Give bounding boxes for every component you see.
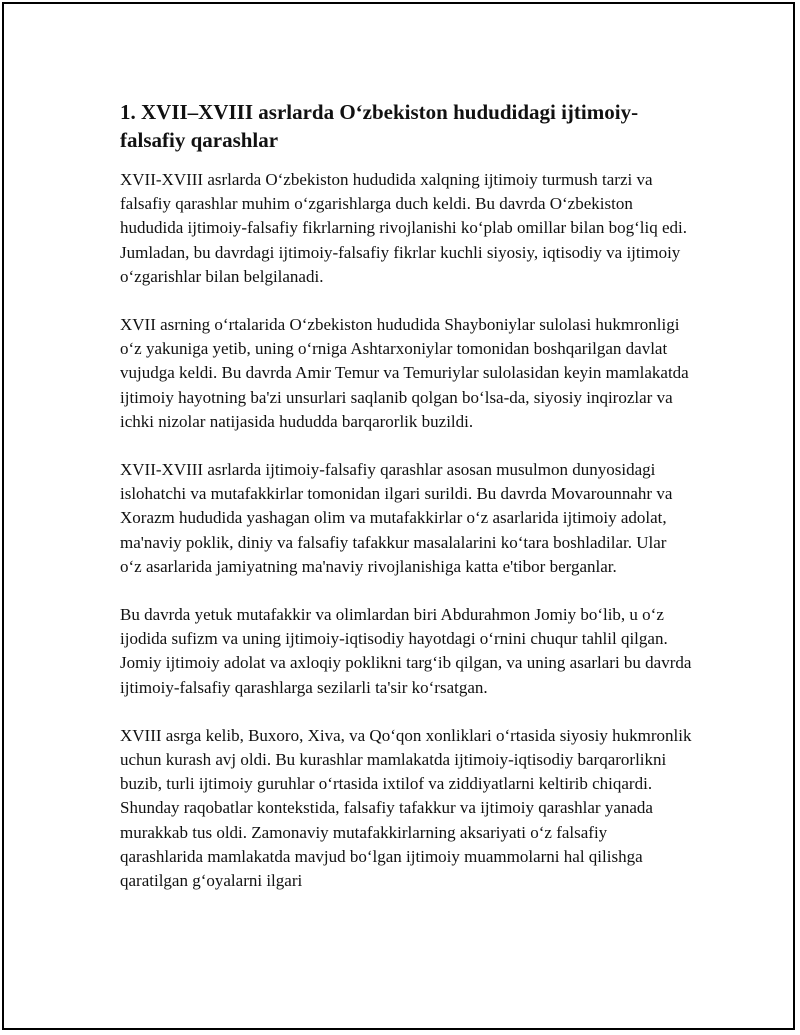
paragraph-2: XVII asrning o‘rtalarida O‘zbekiston hududida Shayboniylar sulolasi hukmronligi o‘z yakuniga yetib, uning o‘rniga Ashtarxoniylar tomonidan boshqarilgan davlat vujudga keldi. Bu davrda Amir Temur va Temuriylar sulolasidan keyin mamlakatda ijtimoiy hayotning ba'zi unsurlari saqlanib qolgan bo‘lsa-da, siyosiy inqirozlar va ichki nizolar natijasida hududda barqarorlik buzildi. xyxy=(120,315,689,431)
document-page xyxy=(2,2,795,1030)
paragraph-3: XVII-XVIII asrlarda ijtimoiy-falsafiy qarashlar asosan musulmon dunyosidagi islohatchi va mutafakkirlar tomonidan ilgari surildi. Bu davrda Movarounnahr va Xorazm hududida yashagan olim va mutafakkirlar o‘z asarlarida ijtimoiy adolat, ma'naviy poklik, diniy va falsafiy tafakkur masalalarini ko‘tara boshladilar. Ular o‘z asarlarida jamiyatning ma'naviy rivojlanishiga katta e'tibor berganlar. xyxy=(120,460,673,576)
paragraph-1: XVII-XVIII asrlarda O‘zbekiston hududida xalqning ijtimoiy turmush tarzi va falsafiy qarashlar muhim o‘zgarishlarga duch keldi. Bu davrda O‘zbekiston hududida ijtimoiy-falsafiy fikrlarning rivojlanishi ko‘plab omillar bilan bog‘liq edi. Jumladan, bu davrdagi ijtimoiy-falsafiy fikrlar kuchli siyosiy, iqtisodiy va ijtimoiy o‘zgarishlar bilan belgilanadi. xyxy=(120,170,688,286)
paragraph-4: Bu davrda yetuk mutafakkir va olimlardan biri Abdurahmon Jomiy bo‘lib, u o‘z ijodida sufizm va uning ijtimoiy-iqtisodiy hayotdagi o‘rnini chuqur tahlil qilgan. Jomiy ijtimoiy adolat va axloqiy poklikni targ‘ib qilgan, va uning asarlari bu davrda ijtimoiy-falsafiy qarashlarga sezilarli ta'sir ko‘rsatgan. xyxy=(120,605,692,697)
section-heading: 1. XVII–XVIII asrlarda O‘zbekiston hududidagi ijtimoiy-falsafiy qarashlar xyxy=(120,100,639,152)
paragraph-5: XVIII asrga kelib, Buxoro, Xiva, va Qo‘qon xonliklari o‘rtasida siyosiy hukmronlik uchun kurash avj oldi. Bu kurashlar mamlakatda ijtimoiy-iqtisodiy barqarorlikni buzib, turli ijtimoiy guruhlar o‘rtasida ixtilof va ziddiyatlarni keltirib chiqardi. Shunday raqobatlar kontekstida, falsafiy tafakkur va ijtimoiy qarashlar yanada murakkab tus oldi. Zamonaviy mutafakkirlarning aksariyati o‘z falsafiy qarashlarida mamlakatda mavjud bo‘lgan ijtimoiy muammolarni hal qilishga qaratilgan g‘oyalarni ilgari xyxy=(120,725,692,891)
document-body xyxy=(120,98,692,917)
